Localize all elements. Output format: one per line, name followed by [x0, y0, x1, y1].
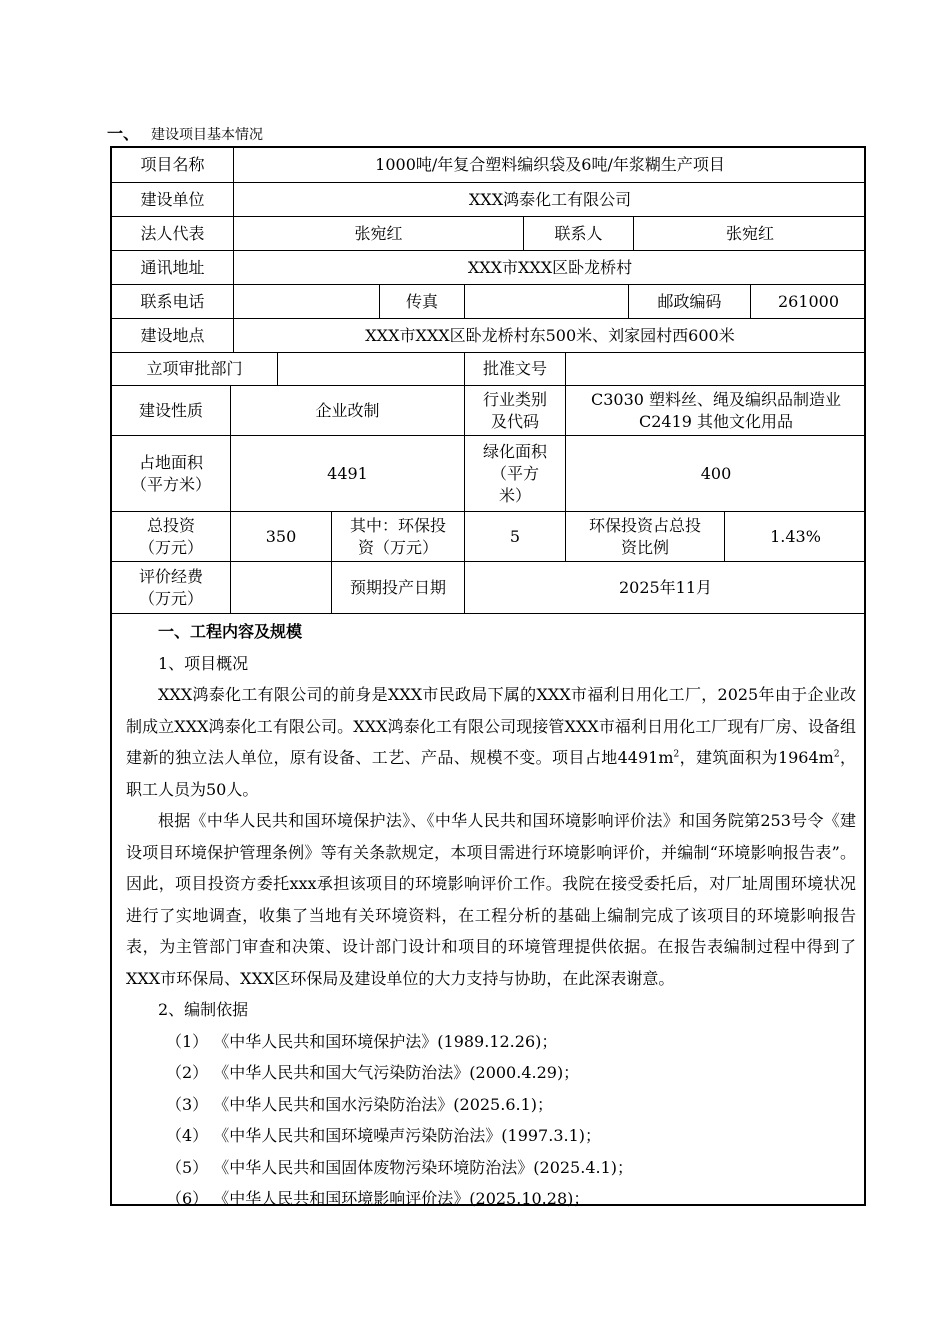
- law-item: （1） 《中华人民共和国环境保护法》(1989.12.26)；: [166, 1031, 558, 1051]
- nature-value: 企业改制: [231, 386, 465, 436]
- approval-dept-label: 立项审批部门: [112, 353, 278, 386]
- eval-fee-value: [231, 562, 332, 614]
- invest-label-line2: （万元）: [138, 537, 203, 557]
- invest-label: [112, 512, 231, 562]
- address-label: 通讯地址: [112, 251, 234, 285]
- ratio-label-line1: 环保投资占总投: [588, 515, 701, 535]
- invest-label-line1: 总投资: [146, 515, 195, 535]
- fax-value: [465, 285, 629, 319]
- law-item: （5） 《中华人民共和国固体废物污染环境防治法》(2025.4.1)；: [166, 1157, 634, 1177]
- industry-value: [566, 386, 866, 436]
- section-title: 建设项目基本情况: [151, 127, 264, 143]
- eval-fee-label-line1: 评价经费: [138, 566, 203, 586]
- contact-label: 联系人: [524, 217, 634, 251]
- env-invest-label-line2: 资（万元）: [357, 537, 438, 557]
- green-value: 400: [566, 436, 866, 512]
- env-invest-value: 5: [465, 512, 566, 562]
- industry-value-line2: C2419 其他文化用品: [638, 411, 794, 431]
- site-value: XXX市XXX区卧龙桥村东500米、刘家园村西600米: [234, 319, 866, 353]
- green-label-line3: 米）: [498, 485, 531, 505]
- law-item: （6） 《中华人民共和国环境影响评价法》(2025.10.28)；: [166, 1189, 590, 1208]
- approval-no-value: [566, 353, 866, 386]
- content-section-title: 一、工程内容及规模: [158, 622, 303, 641]
- area-unit-superscript: 2: [673, 749, 680, 760]
- area-label-line1: 占地面积: [138, 452, 203, 472]
- green-label: [465, 436, 566, 512]
- area-value: 4491: [231, 436, 465, 512]
- overview-text-b: ，建筑面积为1964m: [679, 748, 834, 767]
- green-label-line1: 绿化面积: [482, 441, 547, 461]
- overview-text-a: XXX鸿泰化工有限公司的前身是XXX市民政局下属的XXX市福利日用化工厂，2025年由于企业改制成立XXX鸿泰化工有限公司。XXX鸿泰化工有限公司现接管XXX市福利日用化工厂现有厂房、设备组建新的独立法人单位，原有设备、工艺、产品、规模不变。项目占地4491m: [126, 685, 856, 767]
- basis-paragraph: 根据《中华人民共和国环境保护法》、《中华人民共和国环境影响评价法》和国务院第253号令《建设项目环境保护管理条例》等有关条款规定，本项目需进行环境影响评价，并编制“环境影响报告表”。因此，项目投资方委托xxx承担该项目的环境影响评价工作。我院在接受委托后，对厂址周围环境状况进行了实地调查，收集了当地有关环境资料，在工程分析的基础上编制完成了该项目的环境影响报告表，为主管部门审查和决策、设计部门设计和项目的环境管理提供依据。在报告表编制过程中得到了XXX市环保局、XXX区环保局及建设单位的大力支持与协助，在此深表谢意。: [126, 811, 856, 988]
- ratio-label-line2: 资比例: [620, 537, 669, 557]
- address-value: XXX市XXX区卧龙桥村: [234, 251, 866, 285]
- subheading-basis: 2、编制依据: [158, 1000, 249, 1019]
- builder-label: 建设单位: [112, 183, 234, 217]
- industry-label-line2: 及代码: [490, 411, 539, 431]
- phone-label: 联系电话: [112, 285, 234, 319]
- site-label: 建设地点: [112, 319, 234, 353]
- building-area-unit-superscript: 2: [833, 749, 840, 760]
- green-label-line2: （平方: [490, 463, 539, 483]
- builder-value: XXX鸿泰化工有限公司: [234, 183, 866, 217]
- phone-value: [234, 285, 380, 319]
- section-number: 一、: [107, 124, 140, 143]
- area-label: [112, 436, 231, 512]
- eval-fee-label: [112, 562, 231, 614]
- ratio-value: 1.43%: [725, 512, 866, 562]
- postcode-label: 邮政编码: [629, 285, 751, 319]
- env-invest-label: [332, 512, 465, 562]
- law-item: （3） 《中华人民共和国水污染防治法》(2025.6.1)；: [166, 1094, 554, 1114]
- industry-label-line1: 行业类别: [482, 389, 547, 409]
- law-item: （4） 《中华人民共和国环境噪声污染防治法》(1997.3.1)；: [166, 1126, 602, 1145]
- contact-value: 张宛红: [634, 217, 866, 251]
- nature-label: 建设性质: [112, 386, 231, 436]
- prod-date-value: 2025年11月: [465, 562, 866, 614]
- prod-date-label: 预期投产日期: [332, 562, 465, 614]
- overview-text-c: ，职工人员为50人。: [126, 748, 856, 799]
- legal-rep-label: 法人代表: [112, 217, 234, 251]
- approval-no-label: 批准文号: [465, 353, 566, 386]
- postcode-value: 261000: [751, 285, 866, 319]
- project-name-value: 1000吨/年复合塑料编织袋及6吨/年浆糊生产项目: [234, 148, 866, 183]
- eval-fee-label-line2: （万元）: [138, 588, 203, 608]
- project-name-label: 项目名称: [112, 148, 234, 183]
- industry-value-line1: C3030 塑料丝、绳及编织品制造业: [590, 389, 842, 409]
- invest-value: 350: [231, 512, 332, 562]
- subheading-overview: 1、项目概况: [158, 653, 249, 673]
- legal-rep-value: 张宛红: [234, 217, 524, 251]
- section-heading: [107, 124, 263, 145]
- industry-label: [465, 386, 566, 436]
- approval-dept-value: [278, 353, 465, 386]
- overview-paragraph: [126, 679, 856, 805]
- fax-label: 传真: [380, 285, 465, 319]
- project-content: [126, 616, 856, 1215]
- area-label-line2: （平方米）: [130, 474, 211, 494]
- law-item: （2） 《中华人民共和国大气污染防治法》(2000.4.29)；: [166, 1063, 580, 1082]
- ratio-label: [566, 512, 725, 562]
- env-invest-label-line1: 其中：环保投: [349, 515, 446, 535]
